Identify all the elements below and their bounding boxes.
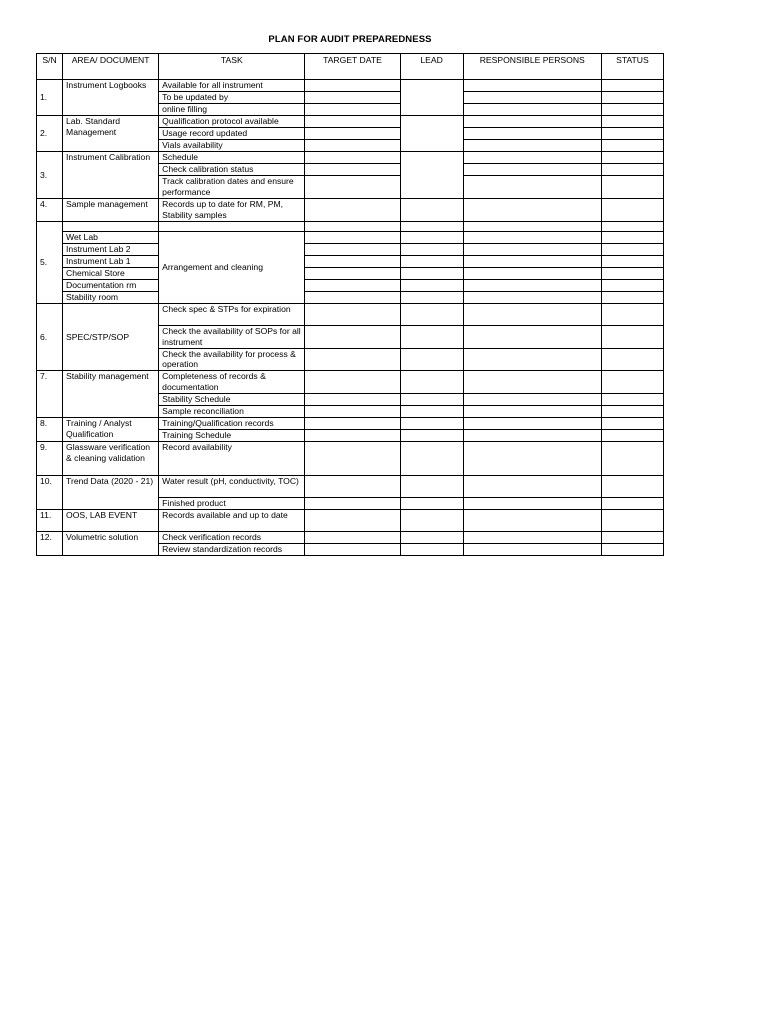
responsible-cell[interactable] xyxy=(463,176,601,199)
lead-cell[interactable] xyxy=(400,497,463,509)
target-date-cell[interactable] xyxy=(305,222,400,232)
responsible-cell[interactable] xyxy=(463,128,601,140)
responsible-cell[interactable] xyxy=(463,441,601,475)
target-date-cell[interactable] xyxy=(305,104,400,116)
target-date-cell[interactable] xyxy=(305,116,400,128)
lead-cell[interactable] xyxy=(400,531,463,543)
row-sn: 8. xyxy=(37,417,63,441)
task-spacer xyxy=(159,222,305,232)
table-row xyxy=(37,232,664,244)
row-task: Records available and up to date xyxy=(159,509,305,531)
header-area: AREA/ DOCUMENT xyxy=(63,54,159,80)
row-sn: 7. xyxy=(37,371,63,418)
responsible-cell[interactable] xyxy=(463,116,601,128)
row-sn: 1. xyxy=(37,80,63,116)
row-task: Schedule xyxy=(159,152,305,164)
target-date-cell[interactable] xyxy=(305,531,400,543)
table-row xyxy=(37,222,664,232)
responsible-cell[interactable] xyxy=(463,222,601,232)
row-task: Training/Qualification records xyxy=(159,417,305,429)
status-cell[interactable] xyxy=(601,128,663,140)
row-task: online filling xyxy=(159,104,305,116)
status-cell[interactable] xyxy=(601,176,663,199)
status-cell[interactable] xyxy=(601,222,663,232)
target-date-cell[interactable] xyxy=(305,429,400,441)
lead-cell[interactable] xyxy=(400,393,463,405)
responsible-cell[interactable] xyxy=(463,140,601,152)
responsible-cell[interactable] xyxy=(463,244,601,256)
target-date-cell[interactable] xyxy=(305,128,400,140)
status-cell[interactable] xyxy=(601,348,663,371)
table-row xyxy=(37,371,664,394)
row-area: Stability management xyxy=(63,371,159,418)
status-cell[interactable] xyxy=(601,164,663,176)
row-area: Instrument Lab 1 xyxy=(63,256,159,268)
target-date-cell[interactable] xyxy=(305,543,400,555)
row-task: Training Schedule xyxy=(159,429,305,441)
row-area: Instrument Lab 2 xyxy=(63,244,159,256)
target-date-cell[interactable] xyxy=(305,256,400,268)
row-area: Chemical Store xyxy=(63,268,159,280)
row-task: Records up to date for RM, PM, Stability samples xyxy=(159,199,305,222)
lead-cell[interactable] xyxy=(400,116,463,152)
table-row xyxy=(37,441,664,475)
row-sn: 6. xyxy=(37,304,63,371)
row-task: Arrangement and cleaning xyxy=(159,232,305,304)
row-area: Instrument Calibration xyxy=(63,152,159,199)
lead-cell[interactable] xyxy=(400,417,463,429)
row-task: Vials availability xyxy=(159,140,305,152)
responsible-cell[interactable] xyxy=(463,348,601,371)
lead-cell[interactable] xyxy=(400,222,463,232)
table-row xyxy=(37,304,664,326)
row-task: Finished product xyxy=(159,497,305,509)
responsible-cell[interactable] xyxy=(463,417,601,429)
responsible-cell[interactable] xyxy=(463,405,601,417)
target-date-cell[interactable] xyxy=(305,371,400,394)
area-spacer xyxy=(63,222,159,232)
status-cell[interactable] xyxy=(601,304,663,326)
audit-plan-table xyxy=(36,53,664,556)
target-date-cell[interactable] xyxy=(305,92,400,104)
status-cell[interactable] xyxy=(601,475,663,497)
target-date-cell[interactable] xyxy=(305,292,400,304)
status-cell[interactable] xyxy=(601,417,663,429)
header-sn: S/N xyxy=(37,54,63,80)
lead-cell[interactable] xyxy=(400,244,463,256)
lead-cell[interactable] xyxy=(400,348,463,371)
row-task: To be updated by xyxy=(159,92,305,104)
row-area: Trend Data (2020 - 21) xyxy=(63,475,159,509)
responsible-cell[interactable] xyxy=(463,475,601,497)
responsible-cell[interactable] xyxy=(463,92,601,104)
row-area: Lab. Standard Management xyxy=(63,116,159,152)
status-cell[interactable] xyxy=(601,80,663,92)
lead-cell[interactable] xyxy=(400,543,463,555)
row-task: Available for all instrument xyxy=(159,80,305,92)
header-responsible: RESPONSIBLE PERSONS xyxy=(463,54,601,80)
row-task: Track calibration dates and ensure performance xyxy=(159,176,305,199)
status-cell[interactable] xyxy=(601,509,663,531)
target-date-cell[interactable] xyxy=(305,405,400,417)
status-cell[interactable] xyxy=(601,256,663,268)
row-task: Check the availability for process & operation xyxy=(159,348,305,371)
page-title: PLAN FOR AUDIT PREPAREDNESS xyxy=(268,34,432,45)
row-task: Water result (pH, conductivity, TOC) xyxy=(159,475,305,497)
row-task: Check the availability of SOPs for all instrument xyxy=(159,326,305,349)
responsible-cell[interactable] xyxy=(463,531,601,543)
row-area: Glassware verification & cleaning validation xyxy=(63,441,159,475)
target-date-cell[interactable] xyxy=(305,80,400,92)
status-cell[interactable] xyxy=(601,405,663,417)
row-task: Check verification records xyxy=(159,531,305,543)
lead-cell[interactable] xyxy=(400,292,463,304)
row-sn: 10. xyxy=(37,475,63,509)
target-date-cell[interactable] xyxy=(305,244,400,256)
target-date-cell[interactable] xyxy=(305,393,400,405)
row-task: Check calibration status xyxy=(159,164,305,176)
row-sn: 2. xyxy=(37,116,63,152)
responsible-cell[interactable] xyxy=(463,152,601,164)
row-sn: 9. xyxy=(37,441,63,475)
responsible-cell[interactable] xyxy=(463,292,601,304)
table-row xyxy=(37,268,664,280)
status-cell[interactable] xyxy=(601,292,663,304)
table-row xyxy=(37,152,664,164)
lead-cell[interactable] xyxy=(400,256,463,268)
status-cell[interactable] xyxy=(601,441,663,475)
target-date-cell[interactable] xyxy=(305,152,400,164)
status-cell[interactable] xyxy=(601,280,663,292)
header-row xyxy=(37,54,664,80)
status-cell[interactable] xyxy=(601,140,663,152)
lead-cell[interactable] xyxy=(400,509,463,531)
row-sn: 4. xyxy=(37,199,63,222)
lead-cell[interactable] xyxy=(400,475,463,497)
status-cell[interactable] xyxy=(601,116,663,128)
responsible-cell[interactable] xyxy=(463,164,601,176)
status-cell[interactable] xyxy=(601,152,663,164)
row-task: Stability Schedule xyxy=(159,393,305,405)
row-task: Record availability xyxy=(159,441,305,475)
lead-cell[interactable] xyxy=(400,232,463,244)
target-date-cell[interactable] xyxy=(305,441,400,475)
lead-cell[interactable] xyxy=(400,304,463,326)
lead-cell[interactable] xyxy=(400,80,463,116)
row-sn: 5. xyxy=(37,222,63,304)
lead-cell[interactable] xyxy=(400,326,463,349)
status-cell[interactable] xyxy=(601,543,663,555)
target-date-cell[interactable] xyxy=(305,509,400,531)
responsible-cell[interactable] xyxy=(463,256,601,268)
responsible-cell[interactable] xyxy=(463,280,601,292)
table-row xyxy=(37,509,664,531)
lead-cell[interactable] xyxy=(400,199,463,222)
row-task: Sample reconciliation xyxy=(159,405,305,417)
row-area: Training / Analyst Qualification xyxy=(63,417,159,441)
table-row xyxy=(37,199,664,222)
row-area: Instrument Logbooks xyxy=(63,80,159,116)
table-row xyxy=(37,417,664,429)
lead-cell[interactable] xyxy=(400,268,463,280)
status-cell[interactable] xyxy=(601,232,663,244)
header-lead: LEAD xyxy=(400,54,463,80)
row-task: Qualification protocol available xyxy=(159,116,305,128)
status-cell[interactable] xyxy=(601,371,663,394)
responsible-cell[interactable] xyxy=(463,80,601,92)
row-area: Stability room xyxy=(63,292,159,304)
target-date-cell[interactable] xyxy=(305,326,400,349)
lead-cell[interactable] xyxy=(400,429,463,441)
lead-cell[interactable] xyxy=(400,152,463,199)
table-row xyxy=(37,475,664,497)
status-cell[interactable] xyxy=(601,429,663,441)
row-area: SPEC/STP/SOP xyxy=(63,304,159,371)
target-date-cell[interactable] xyxy=(305,232,400,244)
status-cell[interactable] xyxy=(601,393,663,405)
lead-cell[interactable] xyxy=(400,405,463,417)
target-date-cell[interactable] xyxy=(305,280,400,292)
status-cell[interactable] xyxy=(601,531,663,543)
target-date-cell[interactable] xyxy=(305,475,400,497)
row-task: Check spec & STPs for expiration xyxy=(159,304,305,326)
status-cell[interactable] xyxy=(601,199,663,222)
responsible-cell[interactable] xyxy=(463,393,601,405)
responsible-cell[interactable] xyxy=(463,543,601,555)
responsible-cell[interactable] xyxy=(463,429,601,441)
target-date-cell[interactable] xyxy=(305,304,400,326)
table-row xyxy=(37,244,664,256)
responsible-cell[interactable] xyxy=(463,509,601,531)
responsible-cell[interactable] xyxy=(463,497,601,509)
header-status: STATUS xyxy=(601,54,663,80)
row-area: Sample management xyxy=(63,199,159,222)
status-cell[interactable] xyxy=(601,268,663,280)
status-cell[interactable] xyxy=(601,326,663,349)
status-cell[interactable] xyxy=(601,92,663,104)
responsible-cell[interactable] xyxy=(463,304,601,326)
row-sn: 11. xyxy=(37,509,63,531)
target-date-cell[interactable] xyxy=(305,199,400,222)
target-date-cell[interactable] xyxy=(305,268,400,280)
target-date-cell[interactable] xyxy=(305,140,400,152)
row-sn: 3. xyxy=(37,152,63,199)
table-row xyxy=(37,80,664,92)
row-task: Completeness of records & documentation xyxy=(159,371,305,394)
row-area: OOS, LAB EVENT xyxy=(63,509,159,531)
responsible-cell[interactable] xyxy=(463,268,601,280)
row-area: Volumetric solution xyxy=(63,531,159,555)
target-date-cell[interactable] xyxy=(305,176,400,199)
responsible-cell[interactable] xyxy=(463,104,601,116)
responsible-cell[interactable] xyxy=(463,232,601,244)
row-area: Wet Lab xyxy=(63,232,159,244)
lead-cell[interactable] xyxy=(400,280,463,292)
target-date-cell[interactable] xyxy=(305,164,400,176)
lead-cell[interactable] xyxy=(400,441,463,475)
status-cell[interactable] xyxy=(601,244,663,256)
row-task: Usage record updated xyxy=(159,128,305,140)
row-task: Review standardization records xyxy=(159,543,305,555)
responsible-cell[interactable] xyxy=(463,371,601,394)
table-row xyxy=(37,116,664,128)
target-date-cell[interactable] xyxy=(305,348,400,371)
row-sn: 12. xyxy=(37,531,63,555)
header-task: TASK xyxy=(159,54,305,80)
header-target-date: TARGET DATE xyxy=(305,54,400,80)
row-area: Documentation rm xyxy=(63,280,159,292)
target-date-cell[interactable] xyxy=(305,497,400,509)
lead-cell[interactable] xyxy=(400,371,463,394)
table-row xyxy=(37,531,664,543)
table-row xyxy=(37,256,664,268)
table-row xyxy=(37,292,664,304)
table-row xyxy=(37,280,664,292)
status-cell[interactable] xyxy=(601,497,663,509)
target-date-cell[interactable] xyxy=(305,417,400,429)
responsible-cell[interactable] xyxy=(463,326,601,349)
responsible-cell[interactable] xyxy=(463,199,601,222)
status-cell[interactable] xyxy=(601,104,663,116)
